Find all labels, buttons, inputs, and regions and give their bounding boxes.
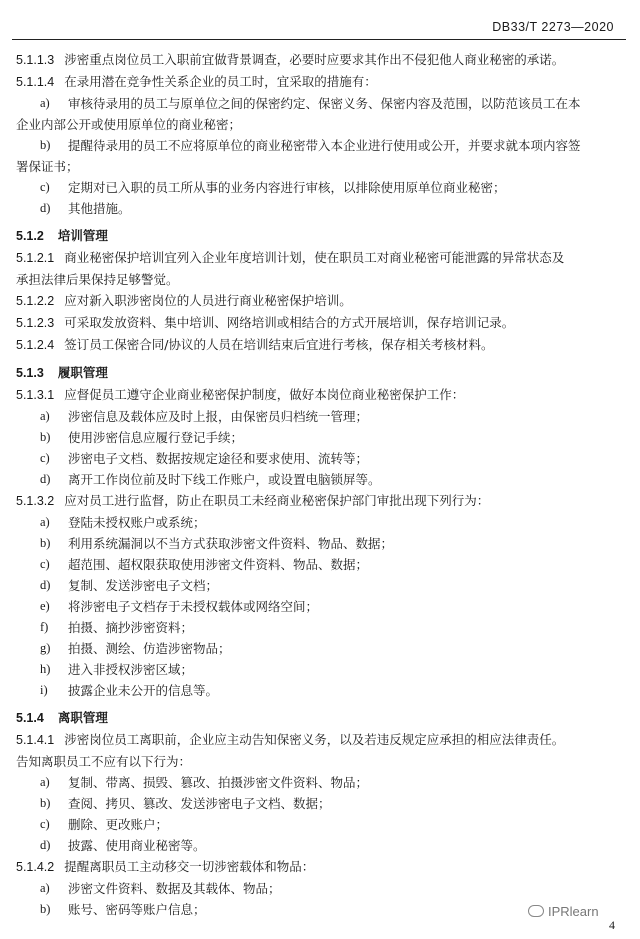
list-item xyxy=(16,793,622,814)
clause-number: 5.1.2.4 xyxy=(16,338,55,352)
list-item-text: 登陆未授权账户或系统； xyxy=(68,515,206,530)
list-item xyxy=(16,406,622,427)
clause-text: 在录用潜在竞争性关系企业的员工时，宜采取的措施有： xyxy=(64,74,377,89)
clause-text: 签订员工保密合同/协议的人员在培训结束后宜进行考核，保存相关考核材料。 xyxy=(64,337,494,352)
list-item-marker: g) xyxy=(40,641,51,655)
section-heading xyxy=(16,362,622,384)
list-item-marker: f) xyxy=(40,620,49,634)
list-item xyxy=(16,469,622,490)
clause-number: 5.1.4.1 xyxy=(16,733,55,747)
clause-number: 5.1.1.3 xyxy=(16,53,55,67)
list-item-text: 超范围、超权限获取使用涉密文件资料、物品、数据； xyxy=(68,557,369,572)
list-item xyxy=(16,638,622,659)
list-item-marker: b) xyxy=(40,796,51,810)
clause-line xyxy=(16,856,622,878)
clause-text: 应对新入职涉密岗位的人员进行商业秘密保护培训。 xyxy=(64,293,352,308)
list-item xyxy=(16,575,622,596)
list-item-text: 涉密文件资料、数据及其载体、物品； xyxy=(68,881,281,896)
list-item-text: 查阅、拷贝、篡改、发送涉密电子文档、数据； xyxy=(68,796,331,811)
list-item xyxy=(16,617,622,638)
list-item-marker: c) xyxy=(40,817,50,831)
list-item-marker: a) xyxy=(40,775,50,789)
list-item-marker: b) xyxy=(40,536,51,550)
list-item xyxy=(16,814,622,835)
document-code: DB33/T 2273—2020 xyxy=(492,20,614,34)
watermark-text: IPRlearn xyxy=(548,904,599,919)
list-item xyxy=(16,512,622,533)
watermark xyxy=(528,904,599,919)
continuation-line: 企业内部公开或使用原单位的商业秘密； xyxy=(16,117,242,132)
clause-text: 涉密岗位员工离职前，企业应主动告知保密义务，以及若违反规定应承担的相应法律责任。 xyxy=(64,732,565,747)
clause-line xyxy=(16,49,622,71)
header-rule xyxy=(12,39,626,40)
section-title: 培训管理 xyxy=(57,228,108,243)
document-body xyxy=(16,49,622,920)
wechat-icon xyxy=(528,905,544,917)
section-heading xyxy=(16,225,622,247)
clause-line xyxy=(16,71,622,93)
clause-number: 5.1.3.2 xyxy=(16,494,55,508)
list-item-text: 利用系统漏洞以不当方式获取涉密文件资料、物品、数据； xyxy=(68,536,394,551)
list-item-marker: h) xyxy=(40,662,51,676)
list-item xyxy=(16,533,622,554)
list-item-text: 离开工作岗位前及时下线工作账户，或设置电脑锁屏等。 xyxy=(68,472,381,487)
list-item xyxy=(16,554,622,575)
continuation-line: 告知离职员工不应有以下行为： xyxy=(16,754,192,769)
list-item-text: 进入非授权涉密区域； xyxy=(68,662,194,677)
list-item xyxy=(16,198,622,219)
clause-number: 5.1.4.2 xyxy=(16,860,55,874)
list-item-text: 复制、带离、损毁、篡改、拍摄涉密文件资料、物品； xyxy=(68,775,369,790)
section-title: 履职管理 xyxy=(57,365,108,380)
list-item-text: 披露企业未公开的信息等。 xyxy=(68,683,219,698)
clause-number: 5.1.4 xyxy=(16,711,44,725)
page-number: 4 xyxy=(609,918,615,932)
list-item-marker: d) xyxy=(40,472,51,486)
list-item-marker: a) xyxy=(40,96,50,110)
list-item-marker: c) xyxy=(40,451,50,465)
list-item xyxy=(16,427,622,448)
list-item-marker: d) xyxy=(40,201,51,215)
list-item xyxy=(16,448,622,469)
clause-number: 5.1.2.3 xyxy=(16,316,55,330)
list-item xyxy=(16,177,622,198)
list-item-marker: d) xyxy=(40,578,51,592)
list-item xyxy=(16,93,622,114)
list-item-marker: b) xyxy=(40,138,51,152)
clause-text: 应督促员工遵守企业商业秘密保护制度，做好本岗位商业秘密保护工作： xyxy=(64,387,465,402)
list-item-text: 涉密电子文档、数据按规定途径和要求使用、流转等； xyxy=(68,451,369,466)
list-item-marker: i) xyxy=(40,683,48,697)
list-item-text: 将涉密电子文档存于未授权载体或网络空间； xyxy=(68,599,319,614)
continuation-line: 署保证书； xyxy=(16,159,79,174)
list-item-marker: b) xyxy=(40,430,51,444)
list-item xyxy=(16,659,622,680)
clause-line xyxy=(16,334,622,356)
list-item-text: 披露、使用商业秘密等。 xyxy=(68,838,206,853)
list-item-text: 涉密信息及载体应及时上报，由保密员归档统一管理； xyxy=(68,409,369,424)
list-item-marker: a) xyxy=(40,515,50,529)
list-item xyxy=(16,135,622,156)
clause-number: 5.1.2.1 xyxy=(16,251,55,265)
list-item-text: 拍摄、摘抄涉密资料； xyxy=(68,620,194,635)
list-item-text: 复制、发送涉密电子文档； xyxy=(68,578,219,593)
list-item-text: 提醒待录用的员工不应将原单位的商业秘密带入本企业进行使用或公开，并要求就本项内容签 xyxy=(68,138,581,153)
list-item xyxy=(16,835,622,856)
list-item-text: 删除、更改账户； xyxy=(68,817,169,832)
clause-number: 5.1.2.2 xyxy=(16,294,55,308)
clause-number: 5.1.2 xyxy=(16,229,44,243)
list-item xyxy=(16,878,622,899)
clause-number: 5.1.3 xyxy=(16,366,44,380)
list-item-text: 使用涉密信息应履行登记手续； xyxy=(68,430,244,445)
list-item-marker: c) xyxy=(40,180,50,194)
clause-text: 可采取发放资料、集中培训、网络培训或相结合的方式开展培训，保存培训记录。 xyxy=(64,315,515,330)
section-title: 离职管理 xyxy=(57,710,108,725)
clause-number: 5.1.1.4 xyxy=(16,75,55,89)
clause-text: 提醒离职员工主动移交一切涉密载体和物品： xyxy=(64,859,315,874)
list-item-text: 定期对已入职的员工所从事的业务内容进行审核，以排除使用原单位商业秘密； xyxy=(68,180,506,195)
clause-line xyxy=(16,729,622,751)
list-item-marker: b) xyxy=(40,902,51,916)
clause-line xyxy=(16,384,622,406)
clause-line xyxy=(16,490,622,512)
list-item xyxy=(16,772,622,793)
clause-line xyxy=(16,247,622,269)
clause-line xyxy=(16,312,622,334)
list-item xyxy=(16,596,622,617)
list-item-marker: a) xyxy=(40,409,50,423)
clause-text: 应对员工进行监督，防止在职员工未经商业秘密保护部门审批出现下列行为： xyxy=(64,493,490,508)
list-item-marker: d) xyxy=(40,838,51,852)
clause-text: 涉密重点岗位员工入职前宜做背景调查，必要时应要求其作出不侵犯他人商业秘密的承诺。 xyxy=(64,52,565,67)
list-item xyxy=(16,680,622,701)
list-item-text: 其他措施。 xyxy=(68,201,131,216)
list-item-text: 审核待录用的员工与原单位之间的保密约定、保密义务、保密内容及范围，以防范该员工在本 xyxy=(68,96,581,111)
list-item-marker: c) xyxy=(40,557,50,571)
clause-number: 5.1.3.1 xyxy=(16,388,55,402)
clause-text: 商业秘密保护培训宜列入企业年度培训计划，使在职员工对商业秘密可能泄露的异常状态及 xyxy=(64,250,565,265)
list-item-marker: a) xyxy=(40,881,50,895)
list-item-text: 账号、密码等账户信息； xyxy=(68,902,206,917)
section-heading xyxy=(16,707,622,729)
continuation-line: 承担法律后果保持足够警觉。 xyxy=(16,272,179,287)
clause-line xyxy=(16,290,622,312)
list-item-text: 拍摄、测绘、仿造涉密物品； xyxy=(68,641,231,656)
list-item-marker: e) xyxy=(40,599,50,613)
